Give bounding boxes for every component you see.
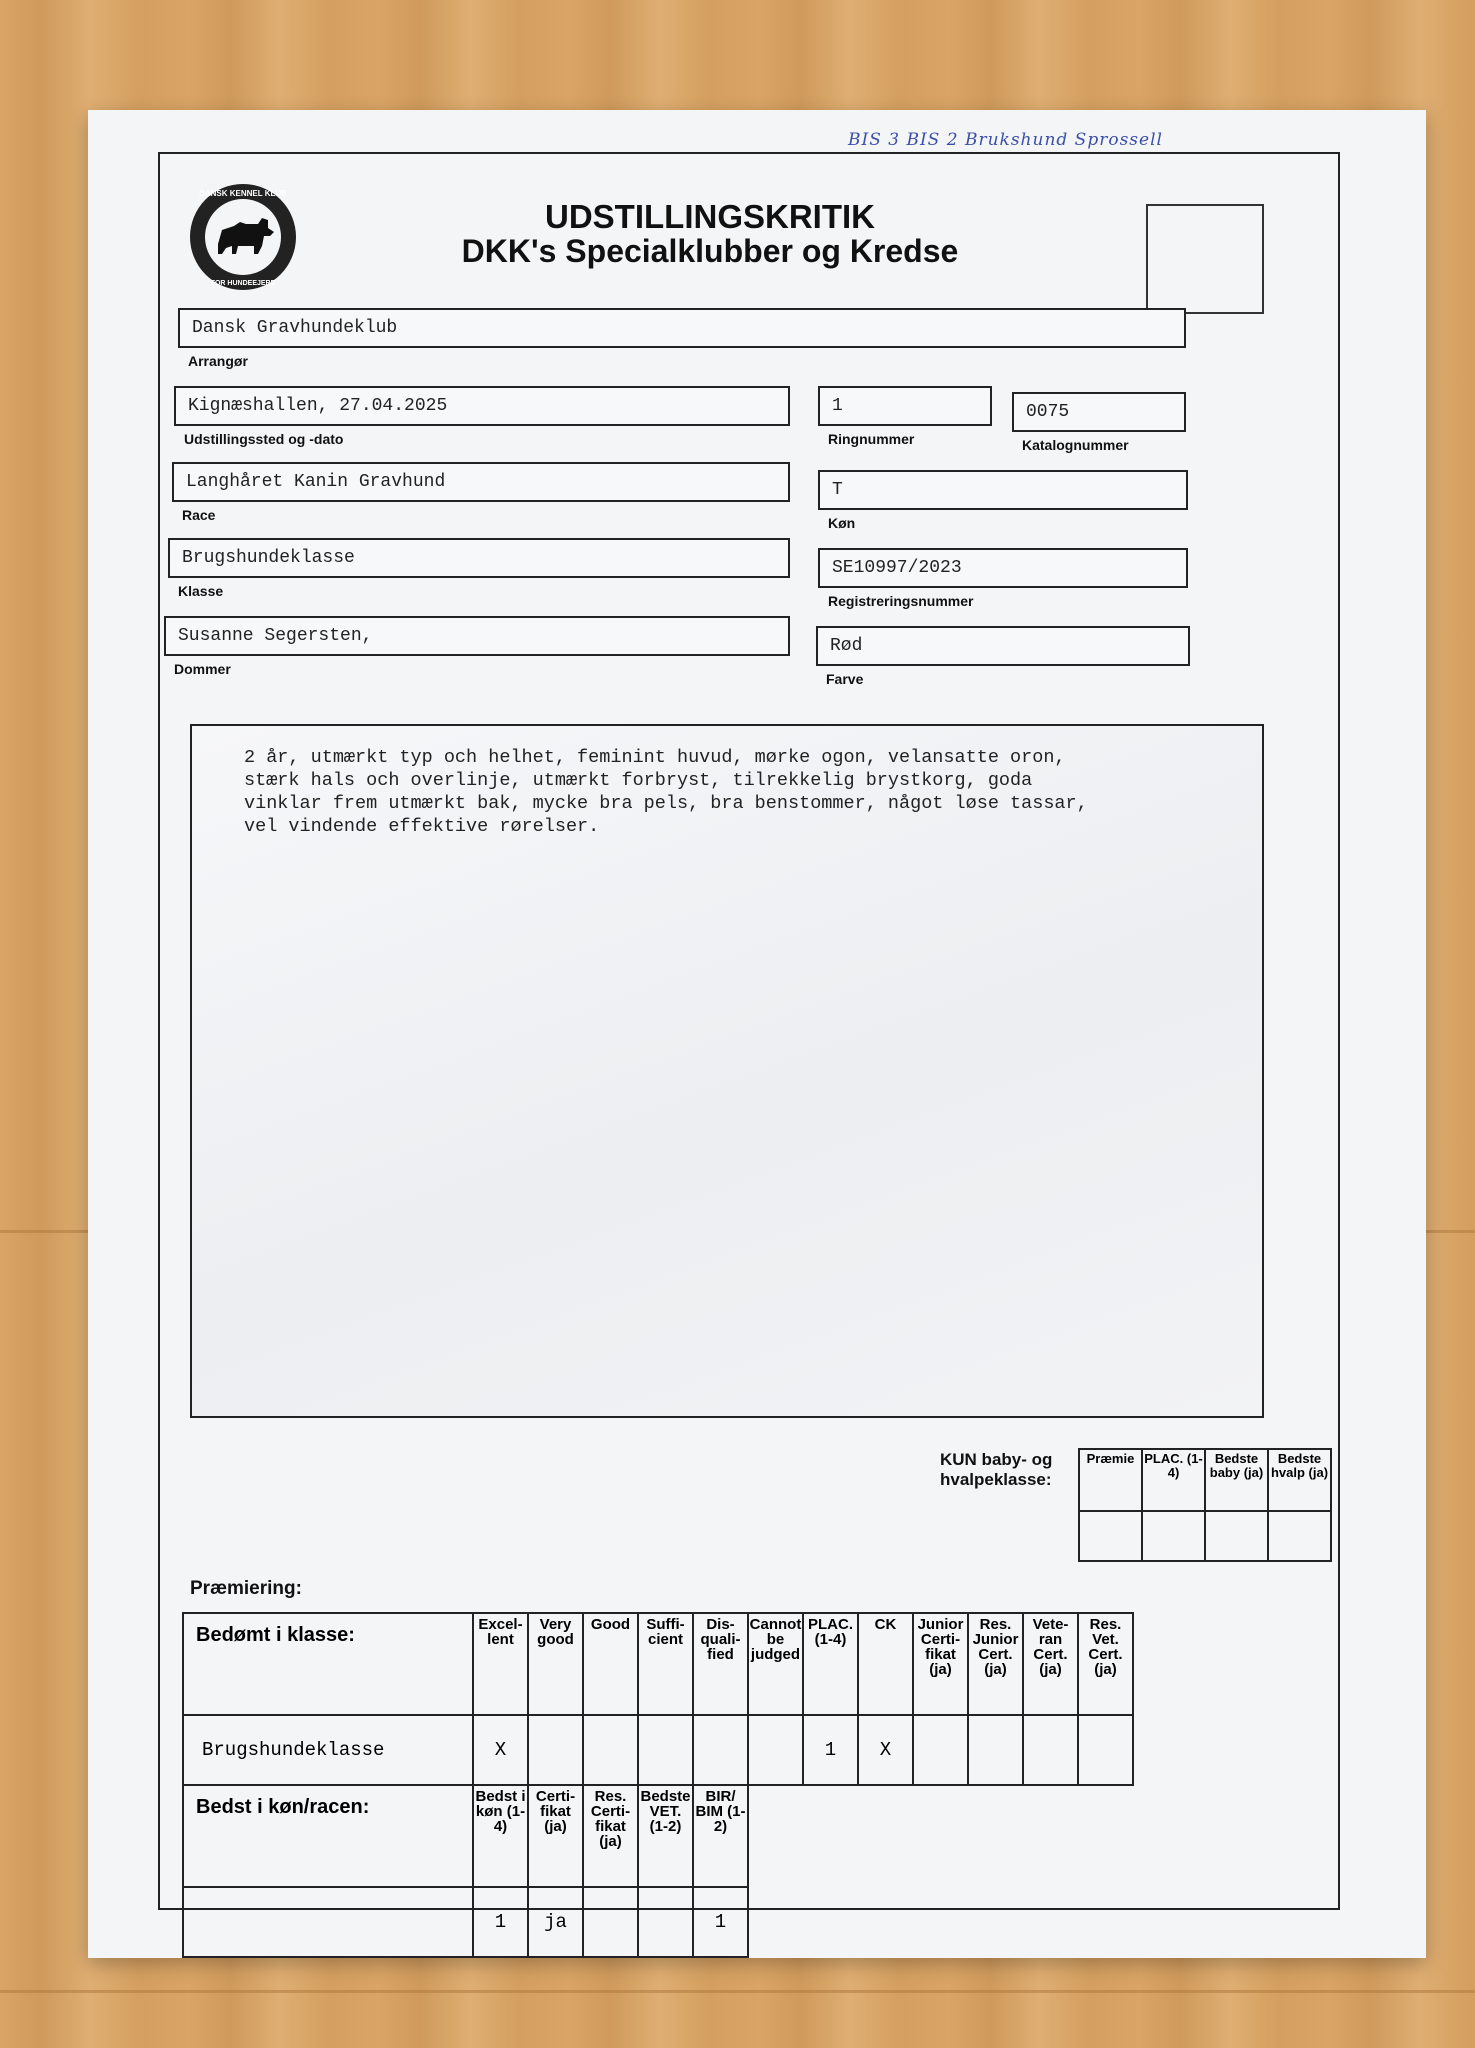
class-header: Excel-lent [473, 1613, 528, 1715]
klasse-input[interactable]: Brugshundeklasse [168, 538, 790, 578]
class-value-cell[interactable] [1078, 1715, 1133, 1785]
class-value-cell[interactable]: 1 [803, 1715, 858, 1785]
bedst-header: Certi-fikat (ja) [528, 1785, 583, 1887]
kun-table [1078, 1448, 1332, 1562]
critique-line: vinklar frem utmærkt bak, mycke bra pels, bra benstommer, något løse tassar, [244, 793, 1088, 814]
kon-field [818, 470, 1188, 531]
form-title [360, 200, 1060, 268]
class-value-cell[interactable] [528, 1715, 583, 1785]
dommer-input[interactable]: Susanne Segersten, [164, 616, 790, 656]
class-header: PLAC. (1-4) [803, 1613, 858, 1715]
arrangor-field [178, 308, 1186, 369]
bedst-header: Bedste VET. (1-2) [638, 1785, 693, 1887]
handwritten-note: BIS 3 BIS 2 Brukshund Sprossell [848, 130, 1163, 150]
klasse-label: Klasse [178, 583, 224, 599]
sted-input[interactable]: Kignæshallen, 27.04.2025 [174, 386, 790, 426]
katalog-field [1012, 392, 1186, 453]
kun-header: Bedste baby (ja) [1205, 1449, 1268, 1511]
critique-line: 2 år, utmærkt typ och helhet, feminint huvud, mørke ogon, velansatte oron, [244, 747, 1066, 768]
dommer-label: Dommer [174, 661, 231, 677]
registrering-input[interactable]: SE10997/2023 [818, 548, 1188, 588]
registrering-field [818, 548, 1188, 609]
bedst-header: Bedst i køn (1-4) [473, 1785, 528, 1887]
kun-cell[interactable] [1205, 1511, 1268, 1561]
bedst-value-cell[interactable] [638, 1887, 693, 1957]
photo-box [1146, 204, 1264, 314]
class-header: Cannot be judged [748, 1613, 803, 1715]
class-value-cell[interactable]: X [858, 1715, 913, 1785]
farve-field [816, 626, 1190, 687]
farve-input[interactable]: Rød [816, 626, 1190, 666]
class-name-cell[interactable]: Brugshundeklasse [183, 1715, 473, 1785]
race-input[interactable]: Langhåret Kanin Gravhund [172, 462, 790, 502]
praemiering-label: Præmiering: [190, 1578, 302, 1599]
bedst-label: Bedst i køn/racen: [183, 1785, 473, 1887]
class-value-cell[interactable] [693, 1715, 748, 1785]
bedst-value-cell[interactable] [583, 1887, 638, 1957]
class-value-cell[interactable]: X [473, 1715, 528, 1785]
bedst-value-cell[interactable]: 1 [473, 1887, 528, 1957]
title-sub: DKK's Specialklubber og Kredse [461, 232, 959, 269]
sted-field [174, 386, 790, 447]
critique-text-area[interactable] [190, 724, 1264, 1418]
dkk-logo-icon [188, 182, 298, 292]
critique-line: stærk hals och overlinje, utmærkt forbryst, tilrekkelig brystkorg, goda [244, 770, 1033, 791]
class-header: Junior Certi-fikat (ja) [913, 1613, 968, 1715]
katalog-input[interactable]: 0075 [1012, 392, 1186, 432]
kon-input[interactable]: T [818, 470, 1188, 510]
race-field [172, 462, 790, 523]
arrangor-label: Arrangør [188, 353, 248, 369]
kun-header: Præmie [1079, 1449, 1142, 1511]
registrering-label: Registreringsnummer [828, 593, 974, 609]
bedst-value-cell[interactable]: 1 [693, 1887, 748, 1957]
klasse-field [168, 538, 790, 599]
ring-input[interactable]: 1 [818, 386, 992, 426]
class-value-cell[interactable] [913, 1715, 968, 1785]
class-header: CK [858, 1613, 913, 1715]
bedst-header: Res. Certi-fikat (ja) [583, 1785, 638, 1887]
bedst-header: BIR/ BIM (1-2) [693, 1785, 748, 1887]
sted-label: Udstillingssted og -dato [184, 431, 344, 447]
class-value-cell[interactable] [748, 1715, 803, 1785]
bedomt-label: Bedømt i klasse: [183, 1613, 473, 1715]
bedst-value-cell[interactable]: ja [528, 1887, 583, 1957]
title-main: UDSTILLINGSKRITIK [545, 198, 875, 235]
ring-field [818, 386, 992, 447]
class-header: Res. Vet. Cert. (ja) [1078, 1613, 1133, 1715]
class-header: Res. Junior Cert. (ja) [968, 1613, 1023, 1715]
kun-cell[interactable] [1142, 1511, 1205, 1561]
dommer-field [164, 616, 790, 677]
kun-header: Bedste hvalp (ja) [1268, 1449, 1331, 1511]
class-header: Suffi-cient [638, 1613, 693, 1715]
form-frame [158, 152, 1340, 1933]
race-label: Race [182, 507, 216, 523]
farve-label: Farve [826, 671, 864, 687]
kun-header: PLAC. (1-4) [1142, 1449, 1205, 1511]
class-value-cell[interactable] [1023, 1715, 1078, 1785]
class-value-cell[interactable] [583, 1715, 638, 1785]
katalog-label: Katalognummer [1022, 437, 1129, 453]
class-header: Dis-quali-fied [693, 1613, 748, 1715]
kon-label: Køn [828, 515, 856, 531]
svg-text:FOR HUNDEEJERE: FOR HUNDEEJERE [210, 280, 276, 287]
arrangor-input[interactable]: Dansk Gravhundeklub [178, 308, 1186, 348]
critique-line: vel vindende effektive rørelser. [244, 816, 600, 837]
class-header: Very good [528, 1613, 583, 1715]
class-value-cell[interactable] [638, 1715, 693, 1785]
kun-cell[interactable] [1079, 1511, 1142, 1561]
svg-text:DANSK KENNEL KLUB: DANSK KENNEL KLUB [199, 189, 287, 198]
ring-label: Ringnummer [828, 431, 915, 447]
results-table [182, 1612, 1134, 1958]
kun-cell[interactable] [1268, 1511, 1331, 1561]
show-critique-paper [88, 110, 1426, 1958]
kun-label: KUN baby- og hvalpeklasse: [940, 1450, 1053, 1489]
class-header: Vete-ran Cert. (ja) [1023, 1613, 1078, 1715]
class-value-cell[interactable] [968, 1715, 1023, 1785]
class-header: Good [583, 1613, 638, 1715]
bedst-name-cell[interactable] [183, 1887, 473, 1957]
